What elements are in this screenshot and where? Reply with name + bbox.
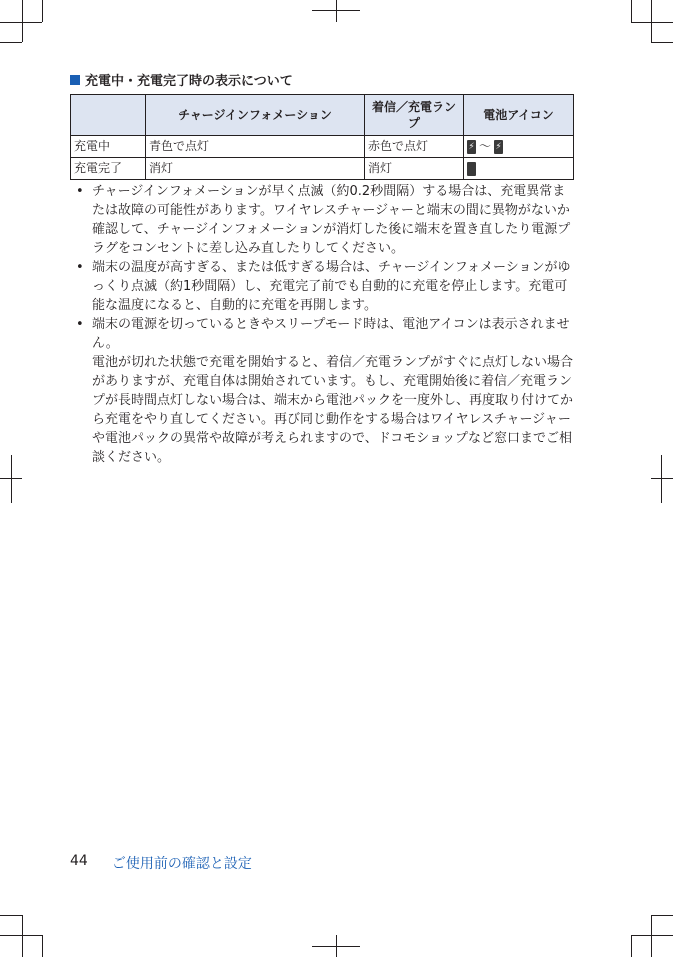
notes-list	[70, 182, 576, 467]
battery-charging-icon: ⚡	[495, 141, 502, 152]
charging-status-table	[70, 94, 574, 180]
table-cell-lamp: 赤色で点灯	[365, 136, 464, 158]
battery-full-icon	[467, 162, 476, 176]
table-header-row	[71, 95, 574, 136]
section-title	[70, 70, 293, 89]
table-row	[71, 158, 574, 180]
list-item	[70, 315, 576, 467]
list-item	[70, 182, 576, 258]
table-cell-state: 充電完了	[71, 158, 146, 180]
table-cell-icon	[464, 158, 574, 180]
battery-charging-icon: ⚡	[468, 141, 475, 152]
section-title-text: 充電中・充電完了時の表示について	[85, 74, 293, 89]
note-text: 端末の電源を切っているときやスリープモード時は、電池アイコンは表示されません。	[92, 317, 570, 351]
bullet-icon: •	[76, 317, 84, 332]
range-tilde: ～	[479, 139, 492, 153]
table-cell-state: 充電中	[71, 136, 146, 158]
chapter-title: ご使用前の確認と設定	[111, 856, 252, 872]
note-text: 端末の温度が高すぎる、または低すぎる場合は、チャージインフォメーションがゆっくり点滅（約1秒間隔）し、充電完了前でも自動的に充電を停止します。充電可能な温度になると、自動的に充電を再開します。	[92, 260, 571, 313]
table-header-cell: チャージインフォメーション	[146, 95, 365, 136]
table-cell-charge-info: 消灯	[146, 158, 365, 180]
table-row	[71, 136, 574, 158]
table-header-cell	[71, 95, 146, 136]
note-text: チャージインフォメーションが早く点滅（約0.2秒間隔）する場合は、充電異常または故障の可能性があります。ワイヤレスチャージャーと端末の間に異物がないか確認して、チャージインフォメーションが消灯した後に端末を置き直したり電源プラグをコンセントに差し込み直したりしてください。	[92, 184, 571, 256]
table-header-cell: 着信／充電ランプ	[365, 95, 464, 136]
note-continuation-text: 電池が切れた状態で充電を開始すると、着信／充電ランプがすぐに点灯しない場合がありますが、充電自体は開始されています。もし、充電開始後に着信／充電ランプが長時間点灯しない場合は、端末から電池パックを一度外し、再度取り付けてから充電をやり直してください。再び同じ動作をする場合はワイヤレスチャージャーや電池パックの異常や故障が考えられますので、ドコモショップなど窓口までご相談ください。	[92, 355, 574, 465]
square-bullet-icon	[70, 75, 80, 85]
table-header-cell: 電池アイコン	[464, 95, 574, 136]
table-cell-icon	[464, 136, 574, 158]
bullet-icon: •	[76, 184, 84, 199]
table-cell-lamp: 消灯	[365, 158, 464, 180]
list-item	[70, 258, 576, 315]
page-number: 44	[70, 853, 88, 869]
page-footer	[70, 853, 252, 873]
table-cell-charge-info: 青色で点灯	[146, 136, 365, 158]
bullet-icon: •	[76, 260, 84, 275]
